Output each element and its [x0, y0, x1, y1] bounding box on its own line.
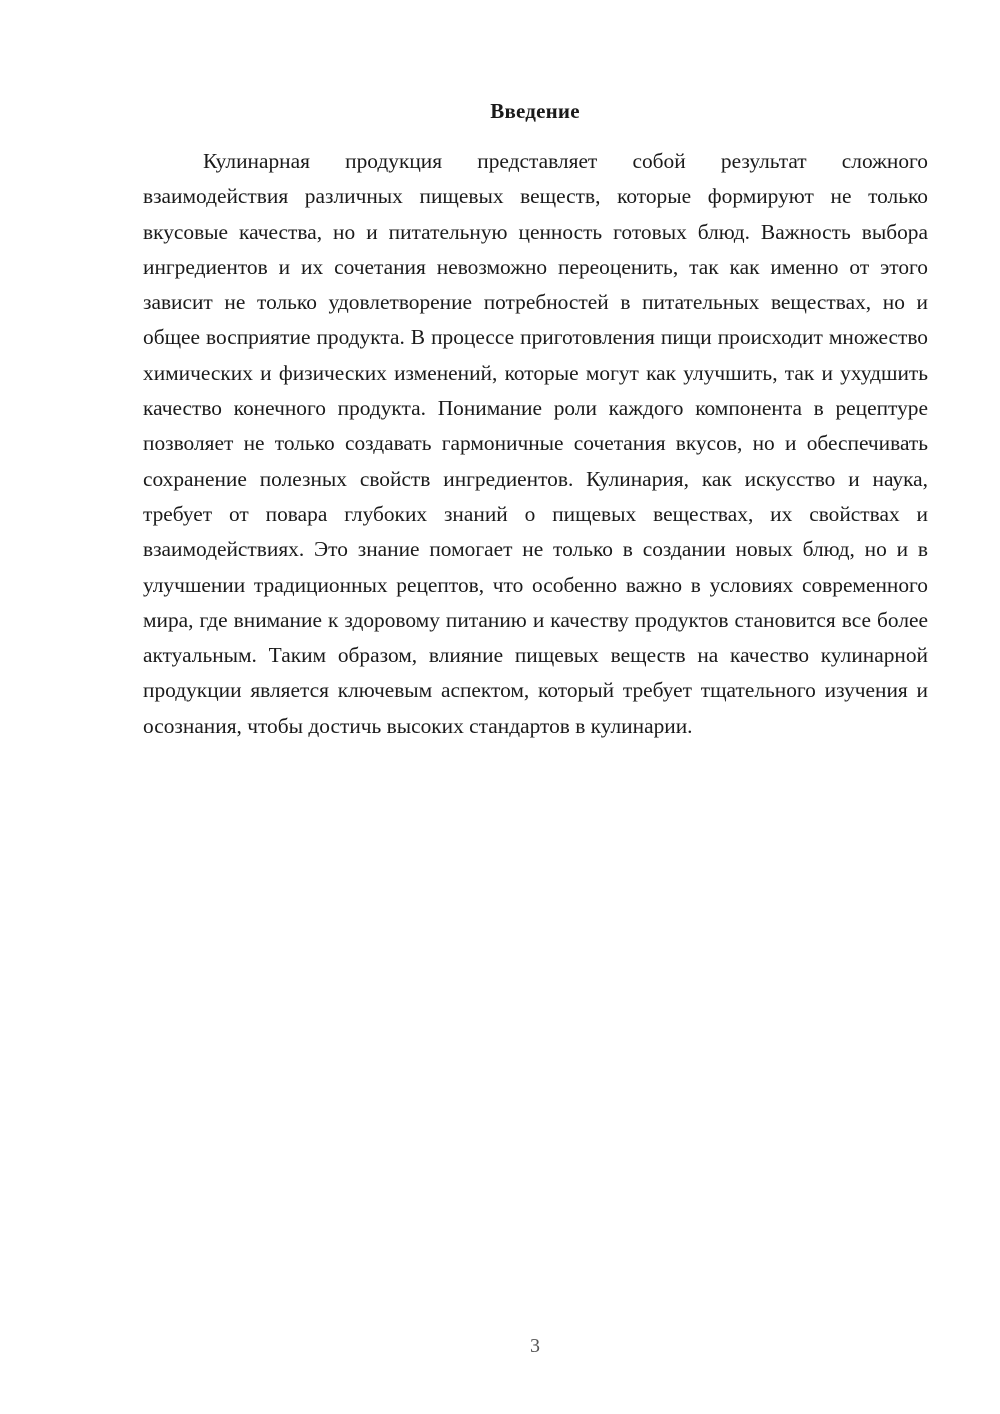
- section-heading: Введение: [490, 99, 580, 123]
- page-number: 3: [530, 1335, 540, 1357]
- body-paragraph: Кулинарная продукция представляет собой результат сложного взаимодействия различных пищевых веществ, которые формируют не только вкусовые качества, но и питательную ценность готовых блюд. Важность выбора ингредиентов и их сочетания невозможно переоценить, так как именно от этого зависит не только удовлетворение потребностей в питательных веществах, но и общее восприятие продукта. В процессе приготовления пищи происходит множество химических и физических изменений, которые могут как улучшить, так и ухудшить качество конечного продукта. Понимание роли каждого компонента в рецептуре позволяет не только создавать гармоничные сочетания вкусов, но и обеспечивать сохранение полезных свойств ингредиентов. Кулинария, как искусство и наука, требует от повара глубоких знаний о пищевых веществах, их свойствах и взаимодействиях. Это знание помогает не только в создании новых блюд, но и в улучшении традиционных рецептов, что особенно важно в условиях современного мира, где внимание к здоровому питанию и качеству продуктов становится все более актуальным. Таким образом, влияние пищевых веществ на качество кулинарной продукции является ключевым аспектом, который требует тщательного изучения и осознания, чтобы достичь высоких стандартов в кулинарии.: [143, 149, 928, 738]
